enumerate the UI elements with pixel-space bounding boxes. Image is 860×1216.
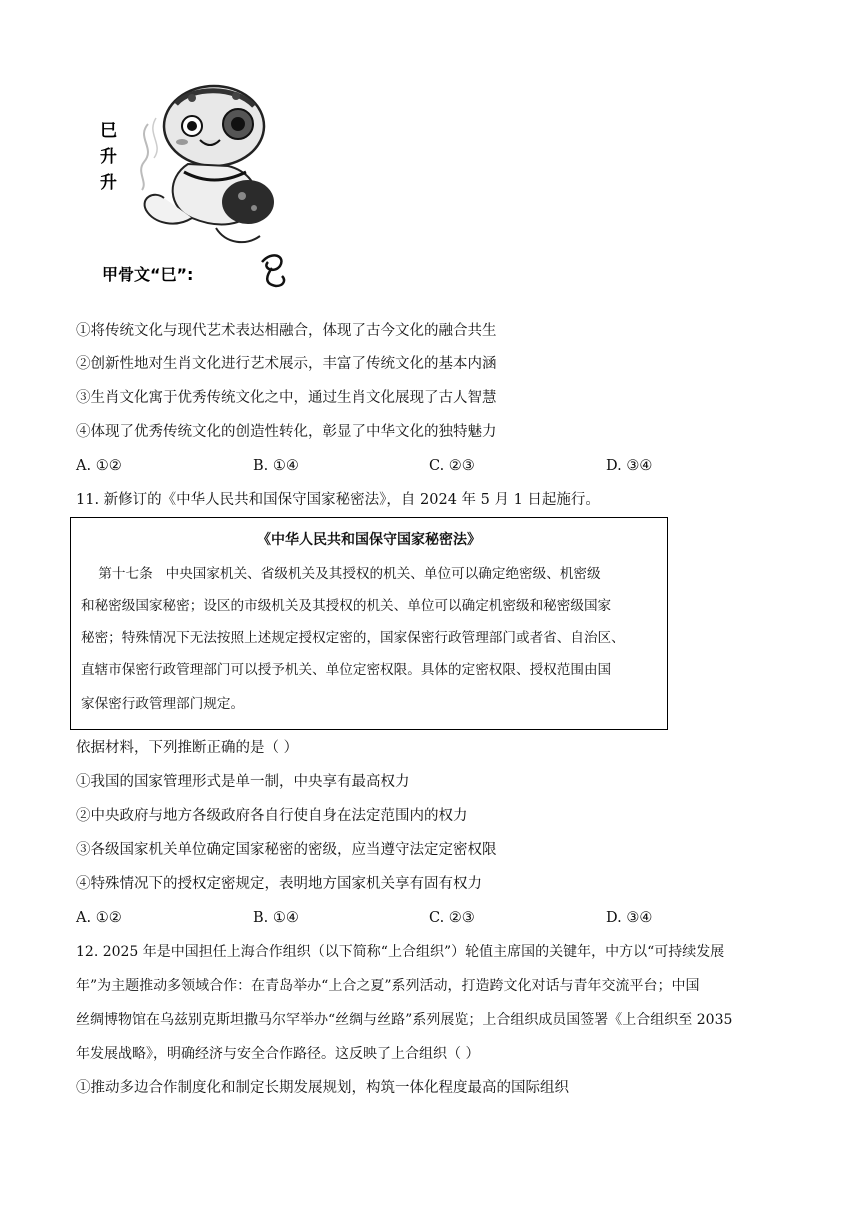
law-excerpt-line-2: 和秘密级国家秘密；设区的市级机关及其授权的机关、单位可以确定机密级和秘密级国家 bbox=[81, 598, 612, 614]
q12-stem-line-2: 年”为主题推动多领域合作：在青岛举办“上合之夏”系列活动，打造跨文化对话与青年交流平台；中国 bbox=[76, 978, 700, 994]
q12-stem-line-1: 12. 2025 年是中国担任上海合作组织（以下简称“上合组织”）轮值主席国的关键年，中方以“可持续发展 bbox=[76, 944, 725, 960]
law-excerpt-title: 《中华人民共和国保守国家秘密法》 bbox=[257, 532, 481, 548]
oracle-bone-glyph bbox=[262, 255, 284, 286]
q12-option-1: ①推动多边合作制度化和制定长期发展规划，构筑一体化程度最高的国际组织 bbox=[76, 1080, 569, 1096]
side-char-2: 升 bbox=[100, 147, 117, 167]
q10-option-1: ①将传统文化与现代艺术表达相融合，体现了古今文化的融合共生 bbox=[76, 323, 497, 339]
q11-answer-d: D. ③④ bbox=[606, 910, 653, 926]
q11-option-4: ④特殊情况下的授权定密规定，表明地方国家机关享有固有权力 bbox=[76, 876, 482, 892]
q10-answer-b: B. ①④ bbox=[253, 458, 299, 474]
q12-stem-line-4: 年发展战略》，明确经济与安全合作路径。这反映了上合组织（ ） bbox=[76, 1046, 480, 1062]
q11-answer-b: B. ①④ bbox=[253, 910, 299, 926]
q10-answer-c: C. ②③ bbox=[429, 458, 475, 474]
q11-option-3: ③各级国家机关单位确定国家秘密的密级，应当遵守法定定密权限 bbox=[76, 842, 497, 858]
law-excerpt-line-4: 直辖市保密行政管理部门可以授予机关、单位定密权限。具体的定密权限、授权范围由国 bbox=[81, 662, 612, 678]
q10-option-4: ④体现了优秀传统文化的创造性转化，彰显了中华文化的独特魅力 bbox=[76, 424, 497, 440]
q10-option-3: ③生肖文化寓于优秀传统文化之中，通过生肖文化展现了古人智慧 bbox=[76, 390, 497, 406]
illustration-caption: 甲骨文“巳”: bbox=[102, 265, 194, 284]
q11-answer-c: C. ②③ bbox=[429, 910, 475, 926]
q12-stem-line-3: 丝绸博物馆在乌兹别克斯坦撒马尔罕举办“丝绸与丝路”系列展览；上合组织成员国签署《上合组织至 2035 bbox=[76, 1012, 733, 1028]
q11-option-2: ②中央政府与地方各级政府各自行使自身在法定范围内的权力 bbox=[76, 808, 468, 824]
side-char-3: 升 bbox=[100, 173, 117, 193]
law-excerpt-box bbox=[70, 517, 668, 730]
q10-answer-a: A. ①② bbox=[76, 458, 122, 474]
q10-answer-d: D. ③④ bbox=[606, 458, 653, 474]
law-excerpt-line-5: 家保密行政管理部门规定。 bbox=[81, 696, 245, 712]
q10-option-2: ②创新性地对生肖文化进行艺术展示，丰富了传统文化的基本内涵 bbox=[76, 356, 497, 372]
snake-mascot-icon bbox=[96, 78, 296, 294]
q11-option-1: ①我国的国家管理形式是单一制，中央享有最高权力 bbox=[76, 774, 410, 790]
snake-mascot-illustration bbox=[96, 78, 296, 294]
q11-answer-a: A. ①② bbox=[76, 910, 122, 926]
law-excerpt-line-3: 秘密；特殊情况下无法按照上述规定授权定密的，国家保密行政管理部门或者省、自治区、 bbox=[81, 630, 625, 646]
q11-stem: 11. 新修订的《中华人民共和国保守国家秘密法》，自 2024 年 5 月 1 日起施行。 bbox=[76, 492, 600, 508]
law-excerpt-line-1: 第十七条 中央国家机关、省级机关及其授权的机关、单位可以确定绝密级、机密级 bbox=[81, 566, 601, 582]
q11-question: 依据材料，下列推断正确的是（ ） bbox=[76, 740, 299, 756]
side-char-1: 巳 bbox=[100, 121, 117, 141]
